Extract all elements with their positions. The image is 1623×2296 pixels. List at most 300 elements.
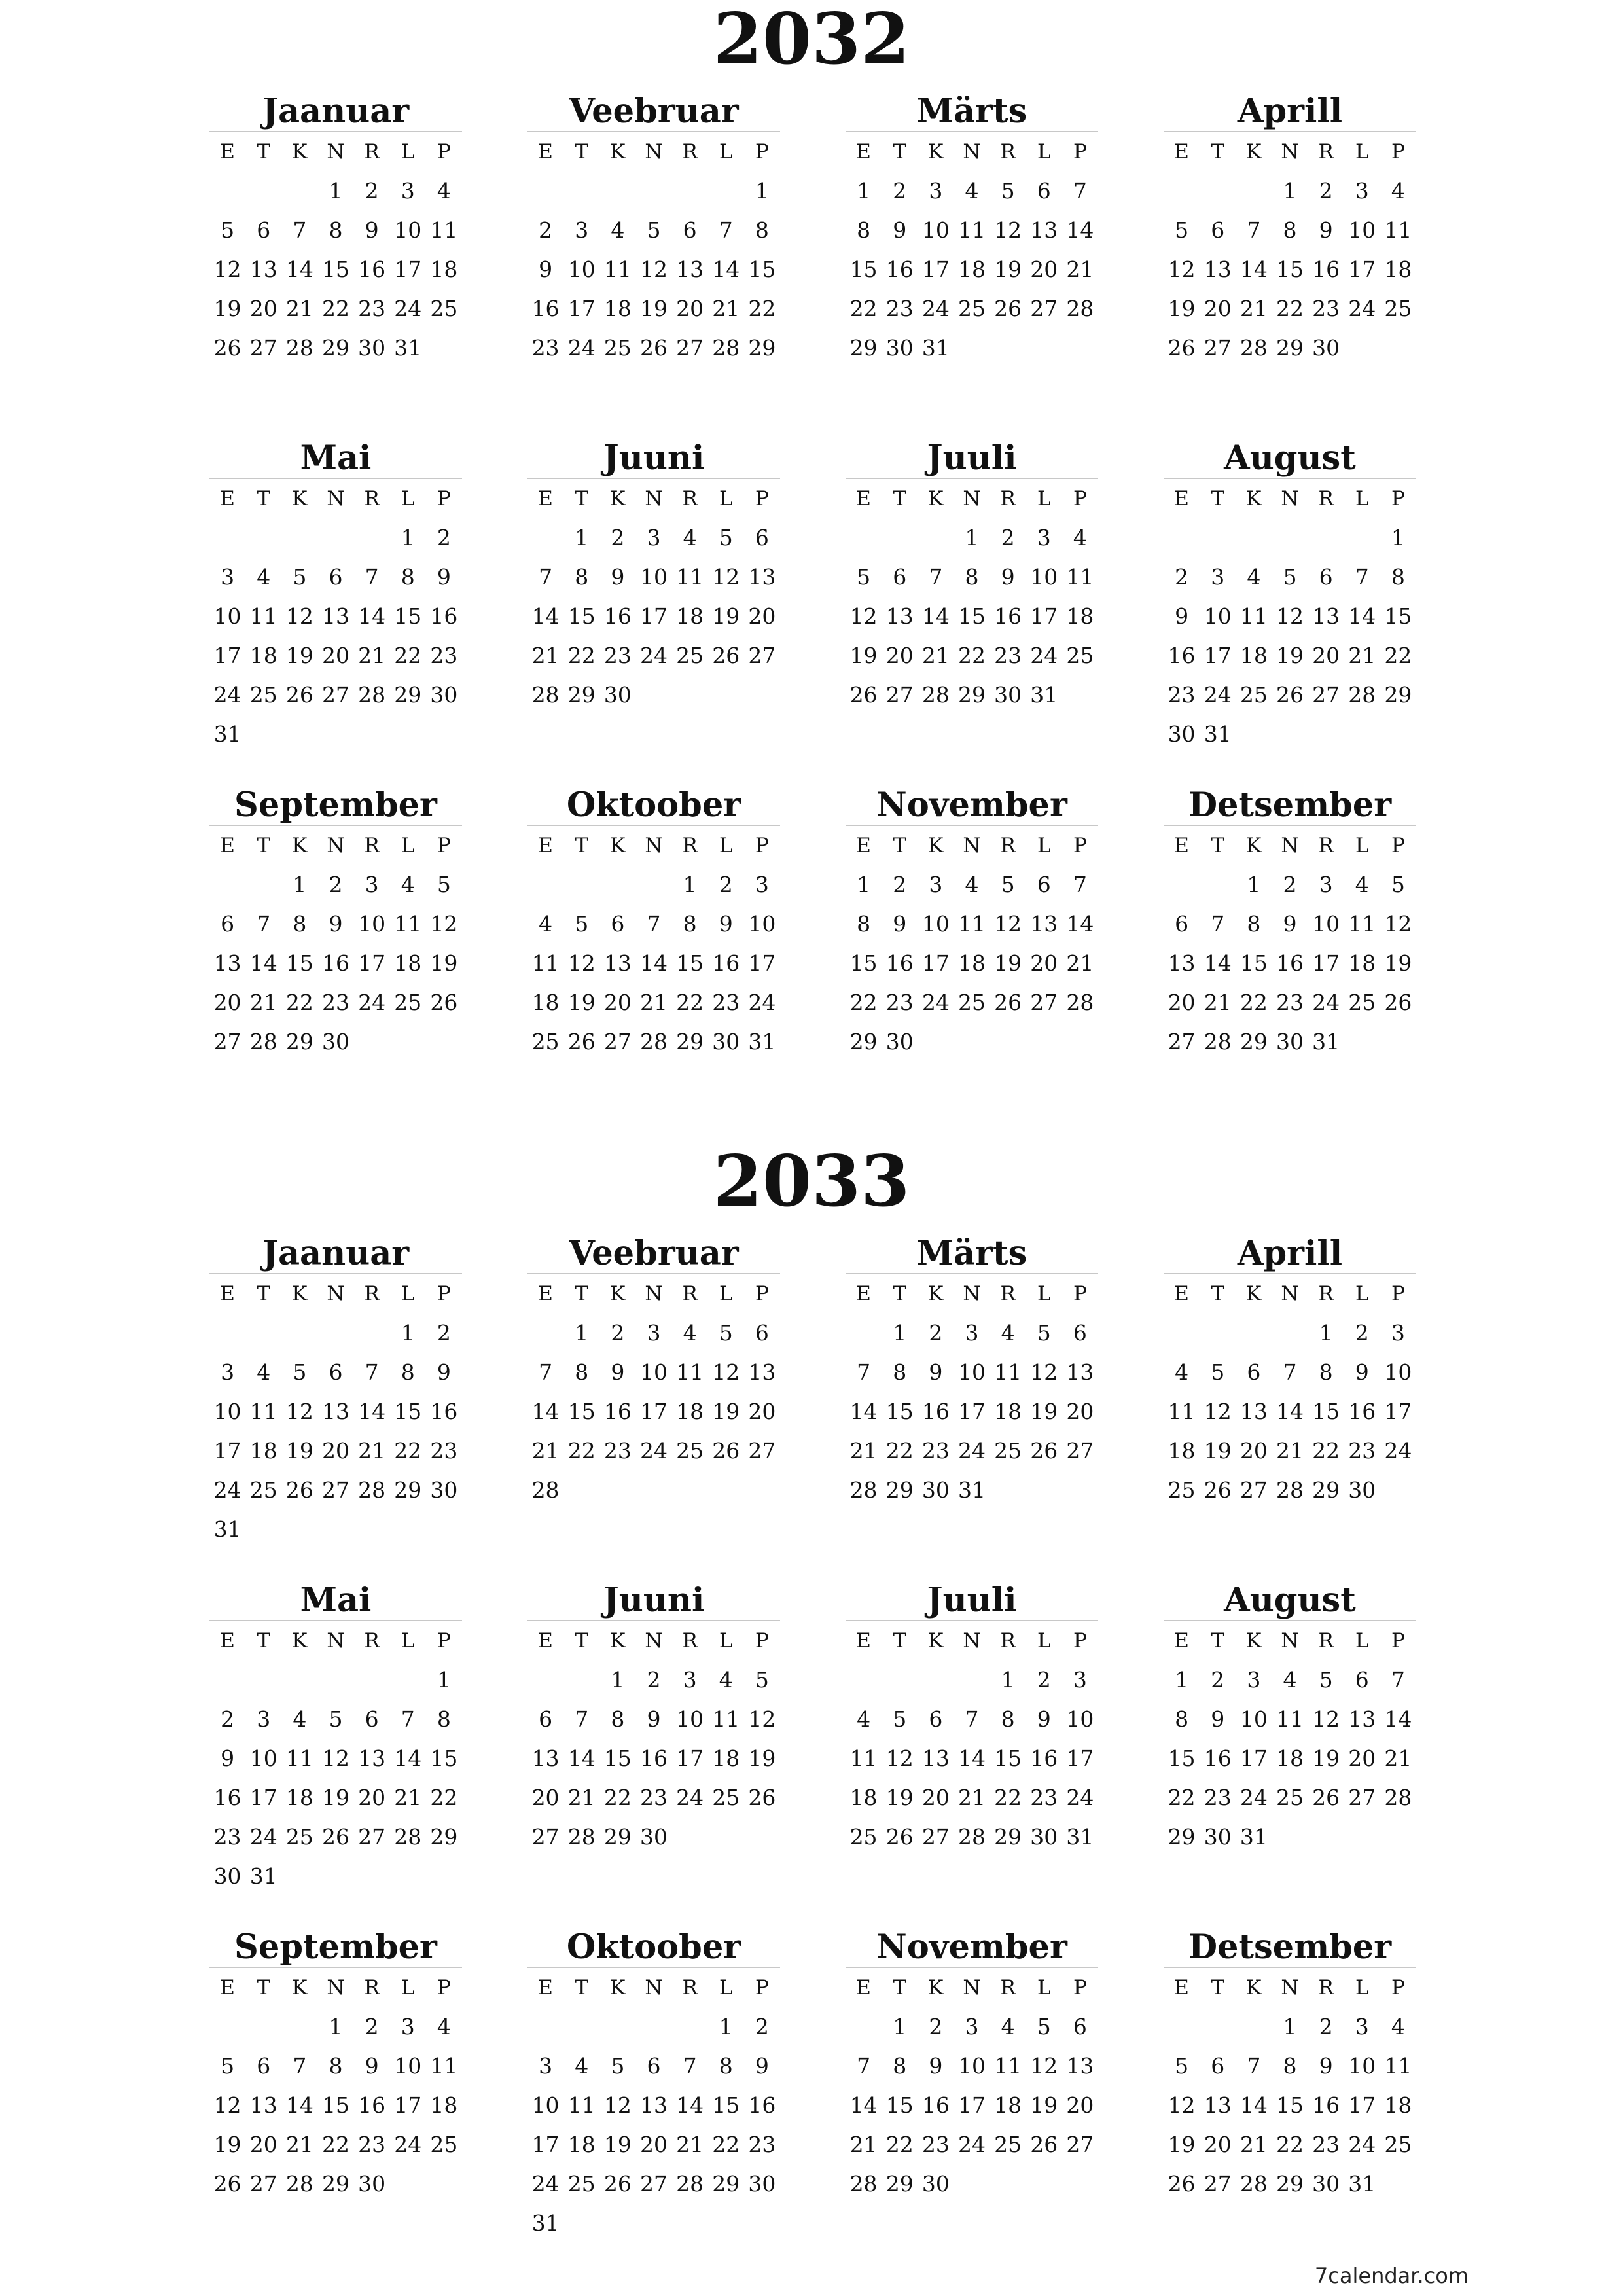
day-cell: 10 (1204, 603, 1232, 629)
day-cell: 29 (885, 2171, 914, 2197)
weekday-header: T (257, 487, 271, 511)
day-cell: 11 (531, 950, 560, 976)
day-cell: 13 (213, 950, 241, 976)
day-cell: 12 (1204, 1399, 1232, 1424)
day-cell: 28 (1066, 990, 1094, 1015)
day-cell: 22 (885, 1438, 914, 1463)
day-cell: 2 (1355, 1320, 1369, 1346)
day-cell: 17 (567, 296, 596, 321)
day-cell: 22 (885, 2132, 914, 2157)
day-cell: 15 (1240, 950, 1268, 976)
weekday-header: P (755, 487, 769, 511)
day-cell: 28 (1384, 1785, 1412, 1810)
weekday-header: E (220, 1976, 235, 2000)
day-cell: 8 (1175, 1706, 1189, 1732)
day-cell: 3 (401, 178, 415, 204)
weekday-header: L (1037, 1282, 1051, 1306)
weekday-header: R (364, 1282, 380, 1306)
month-calendar (846, 1234, 1098, 1510)
weekday-header: N (963, 834, 981, 857)
weekday-header: T (575, 834, 589, 857)
day-cell: 29 (712, 2171, 740, 2197)
day-cell: 24 (1384, 1438, 1412, 1463)
day-cell: 4 (719, 1667, 733, 1693)
day-grid (209, 826, 462, 1062)
day-cell: 20 (1066, 2092, 1094, 2118)
day-cell: 22 (321, 296, 349, 321)
day-cell: 17 (1240, 1746, 1268, 1771)
day-cell: 24 (639, 1438, 668, 1463)
day-cell: 1 (575, 1320, 589, 1346)
empty-cell (563, 171, 599, 211)
day-cell: 4 (437, 2014, 451, 2039)
day-cell: 30 (213, 1863, 241, 1889)
empty-cell (354, 1314, 390, 1353)
day-cell: 9 (755, 2053, 769, 2079)
day-cell: 15 (1275, 2092, 1304, 2118)
day-cell: 4 (1355, 872, 1369, 897)
weekday-header: N (327, 140, 345, 164)
weekday-header: R (1000, 1629, 1016, 1653)
day-cell: 18 (994, 2092, 1022, 2118)
weekday-header: N (1281, 1629, 1299, 1653)
day-cell: 29 (885, 1477, 914, 1503)
month-calendar (209, 1928, 462, 2204)
month-name: Märts (846, 1234, 1098, 1274)
day-cell: 21 (1384, 1746, 1412, 1771)
weekday-header: R (682, 1976, 698, 2000)
day-cell: 28 (1066, 296, 1094, 321)
day-cell: 22 (712, 2132, 740, 2157)
day-cell: 6 (365, 1706, 379, 1732)
weekday-header: K (610, 140, 626, 164)
weekday-header: N (645, 1282, 663, 1306)
month-calendar (209, 439, 462, 754)
day-cell: 14 (957, 1746, 986, 1771)
day-cell: 1 (329, 2014, 343, 2039)
day-cell: 29 (394, 1477, 422, 1503)
day-cell: 26 (603, 2171, 632, 2197)
day-cell: 19 (639, 296, 668, 321)
empty-cell (1164, 171, 1200, 211)
day-cell: 15 (1168, 1746, 1196, 1771)
weekday-header: N (327, 1629, 345, 1653)
day-cell: 4 (857, 1706, 871, 1732)
empty-cell (1236, 1314, 1272, 1353)
day-cell: 18 (1384, 2092, 1412, 2118)
day-cell: 12 (213, 2092, 241, 2118)
day-cell: 11 (1348, 911, 1376, 937)
day-cell: 17 (1030, 603, 1058, 629)
day-cell: 14 (358, 603, 386, 629)
month-name: Mai (209, 1581, 462, 1621)
day-grid (846, 1274, 1098, 1510)
weekday-header: L (401, 1976, 415, 2000)
day-cell: 5 (1283, 564, 1297, 590)
day-cell: 23 (712, 990, 740, 1015)
weekday-header: P (755, 1976, 769, 2000)
day-cell: 5 (857, 564, 871, 590)
day-cell: 20 (321, 643, 349, 668)
day-cell: 14 (394, 1746, 422, 1771)
day-cell: 24 (1030, 643, 1058, 668)
day-cell: 5 (719, 525, 733, 550)
day-cell: 22 (1168, 1785, 1196, 1810)
day-cell: 19 (1204, 1438, 1232, 1463)
day-cell: 29 (394, 682, 422, 708)
day-cell: 27 (249, 2171, 277, 2197)
day-cell: 5 (1037, 1320, 1051, 1346)
day-cell: 27 (1204, 2171, 1232, 2197)
day-cell: 9 (1211, 1706, 1225, 1732)
empty-cell (281, 2007, 317, 2047)
day-grid (846, 1968, 1098, 2204)
day-cell: 17 (531, 2132, 560, 2157)
day-cell: 3 (965, 2014, 979, 2039)
day-cell: 6 (755, 1320, 769, 1346)
day-cell: 28 (358, 682, 386, 708)
day-cell: 23 (430, 643, 458, 668)
weekday-header: P (437, 1282, 451, 1306)
day-cell: 18 (249, 643, 277, 668)
day-cell: 12 (285, 603, 313, 629)
month-calendar (1164, 1234, 1416, 1510)
day-cell: 10 (639, 564, 668, 590)
empty-cell (317, 518, 353, 558)
day-cell: 13 (921, 1746, 950, 1771)
day-cell: 25 (712, 1785, 740, 1810)
day-cell: 29 (1384, 682, 1412, 708)
day-cell: 22 (748, 296, 776, 321)
month-name: November (846, 1928, 1098, 1968)
day-cell: 31 (213, 1516, 241, 1542)
weekday-header: N (963, 487, 981, 511)
day-cell: 3 (221, 1359, 235, 1385)
day-cell: 22 (321, 2132, 349, 2157)
day-cell: 16 (1204, 1746, 1232, 1771)
day-cell: 22 (1275, 296, 1304, 321)
month-calendar (846, 785, 1098, 1062)
weekday-header: N (1281, 140, 1299, 164)
weekday-header: P (1073, 834, 1087, 857)
day-cell: 26 (213, 2171, 241, 2197)
weekday-header: N (1281, 487, 1299, 511)
weekday-header: P (1073, 1282, 1087, 1306)
day-cell: 15 (1312, 1399, 1340, 1424)
day-cell: 21 (1066, 950, 1094, 976)
day-cell: 13 (1348, 1706, 1376, 1732)
day-cell: 23 (531, 335, 560, 361)
weekday-header: R (682, 1629, 698, 1653)
day-cell: 14 (1275, 1399, 1304, 1424)
day-cell: 13 (639, 2092, 668, 2118)
day-cell: 18 (676, 603, 704, 629)
day-cell: 21 (358, 1438, 386, 1463)
day-cell: 13 (748, 564, 776, 590)
day-cell: 11 (957, 217, 986, 243)
day-cell: 30 (1030, 1824, 1058, 1850)
weekday-header: P (1391, 834, 1405, 857)
day-cell: 2 (1175, 564, 1189, 590)
month-name: September (209, 1928, 462, 1968)
day-cell: 7 (857, 1359, 871, 1385)
weekday-header: P (1391, 1976, 1405, 2000)
weekday-header: L (719, 1282, 733, 1306)
day-cell: 9 (719, 911, 733, 937)
day-cell: 9 (1319, 217, 1333, 243)
day-cell: 9 (437, 564, 451, 590)
day-cell: 2 (611, 525, 625, 550)
day-cell: 3 (221, 564, 235, 590)
day-cell: 3 (1319, 872, 1333, 897)
weekday-header: K (928, 1282, 944, 1306)
day-cell: 9 (1001, 564, 1015, 590)
day-cell: 27 (1240, 1477, 1268, 1503)
day-cell: 29 (567, 682, 596, 708)
day-cell: 3 (1355, 2014, 1369, 2039)
empty-cell (281, 1314, 317, 1353)
day-cell: 29 (430, 1824, 458, 1850)
day-cell: 7 (1355, 564, 1369, 590)
day-cell: 19 (430, 950, 458, 976)
day-cell: 24 (213, 682, 241, 708)
empty-cell (708, 171, 744, 211)
empty-cell (563, 1660, 599, 1700)
day-cell: 31 (1312, 1029, 1340, 1054)
weekday-header: R (682, 140, 698, 164)
day-cell: 14 (358, 1399, 386, 1424)
day-cell: 13 (1066, 2053, 1094, 2079)
day-cell: 29 (1275, 335, 1304, 361)
day-cell: 27 (676, 335, 704, 361)
day-cell: 27 (1312, 682, 1340, 708)
day-cell: 28 (285, 2171, 313, 2197)
day-cell: 12 (1030, 2053, 1058, 2079)
day-cell: 18 (849, 1785, 878, 1810)
day-cell: 13 (1168, 950, 1196, 976)
day-cell: 8 (329, 2053, 343, 2079)
month-calendar (209, 1234, 462, 1549)
day-cell: 10 (676, 1706, 704, 1732)
weekday-header: E (1174, 1629, 1189, 1653)
day-cell: 7 (929, 564, 943, 590)
month-calendar (1164, 1928, 1416, 2204)
day-cell: 2 (1037, 1667, 1051, 1693)
day-cell: 12 (712, 1359, 740, 1385)
weekday-header: R (1318, 140, 1334, 164)
weekday-header: L (1355, 834, 1369, 857)
day-cell: 8 (611, 1706, 625, 1732)
day-cell: 10 (394, 217, 422, 243)
day-cell: 9 (893, 911, 907, 937)
weekday-header: L (401, 1282, 415, 1306)
day-cell: 25 (1275, 1785, 1304, 1810)
month-calendar (527, 92, 780, 368)
day-cell: 14 (1240, 2092, 1268, 2118)
month-calendar (527, 439, 780, 715)
day-cell: 21 (531, 1438, 560, 1463)
weekday-header: E (220, 140, 235, 164)
day-cell: 23 (1204, 1785, 1232, 1810)
weekday-header: N (963, 1282, 981, 1306)
day-cell: 7 (1283, 1359, 1297, 1385)
day-cell: 11 (1384, 2053, 1412, 2079)
weekday-header: N (1281, 1282, 1299, 1306)
empty-cell (846, 2007, 882, 2047)
empty-cell (954, 1660, 990, 1700)
weekday-header: R (1318, 1976, 1334, 2000)
day-cell: 6 (1037, 178, 1051, 204)
day-cell: 24 (921, 990, 950, 1015)
day-cell: 31 (213, 721, 241, 747)
day-cell: 23 (1168, 682, 1196, 708)
day-cell: 12 (321, 1746, 349, 1771)
empty-cell (209, 171, 245, 211)
day-cell: 16 (603, 603, 632, 629)
month-name: Jaanuar (209, 92, 462, 132)
day-cell: 20 (748, 603, 776, 629)
day-cell: 11 (712, 1706, 740, 1732)
day-cell: 21 (249, 990, 277, 1015)
day-cell: 1 (437, 1667, 451, 1693)
day-cell: 16 (921, 1399, 950, 1424)
day-cell: 29 (321, 335, 349, 361)
day-cell: 15 (430, 1746, 458, 1771)
empty-cell (527, 518, 563, 558)
day-cell: 4 (401, 872, 415, 897)
day-cell: 26 (285, 1477, 313, 1503)
weekday-header: T (575, 487, 589, 511)
day-cell: 9 (1175, 603, 1189, 629)
day-grid (1164, 826, 1416, 1062)
day-cell: 30 (921, 2171, 950, 2197)
month-name: August (1164, 1581, 1416, 1621)
empty-cell (599, 865, 635, 905)
day-cell: 6 (1073, 1320, 1087, 1346)
weekday-header: K (928, 1976, 944, 2000)
day-cell: 8 (437, 1706, 451, 1732)
day-cell: 26 (849, 682, 878, 708)
day-cell: 1 (401, 525, 415, 550)
day-cell: 18 (957, 257, 986, 282)
day-cell: 4 (683, 525, 697, 550)
day-cell: 15 (603, 1746, 632, 1771)
day-cell: 26 (285, 682, 313, 708)
day-cell: 19 (285, 1438, 313, 1463)
day-cell: 6 (1175, 911, 1189, 937)
weekday-header: L (401, 140, 415, 164)
month-name: Jaanuar (209, 1234, 462, 1274)
day-cell: 25 (849, 1824, 878, 1850)
day-cell: 12 (885, 1746, 914, 1771)
day-cell: 23 (1348, 1438, 1376, 1463)
day-cell: 29 (285, 1029, 313, 1054)
day-cell: 3 (1391, 1320, 1405, 1346)
weekday-header: R (1000, 1976, 1016, 2000)
day-cell: 22 (1384, 643, 1412, 668)
month-calendar (209, 785, 462, 1062)
day-cell: 19 (603, 2132, 632, 2157)
day-cell: 25 (394, 990, 422, 1015)
day-cell: 29 (1275, 2171, 1304, 2197)
weekday-header: K (610, 1629, 626, 1653)
day-cell: 27 (603, 1029, 632, 1054)
day-cell: 16 (712, 950, 740, 976)
day-cell: 29 (603, 1824, 632, 1850)
month-calendar (209, 92, 462, 368)
day-cell: 13 (249, 2092, 277, 2118)
day-cell: 2 (893, 872, 907, 897)
day-cell: 20 (1030, 950, 1058, 976)
day-cell: 9 (929, 2053, 943, 2079)
weekday-header: N (645, 834, 663, 857)
day-cell: 13 (603, 950, 632, 976)
day-cell: 16 (430, 1399, 458, 1424)
day-cell: 7 (647, 911, 661, 937)
day-cell: 31 (748, 1029, 776, 1054)
weekday-header: E (538, 487, 553, 511)
day-cell: 2 (1283, 872, 1297, 897)
day-cell: 21 (639, 990, 668, 1015)
day-cell: 20 (1312, 643, 1340, 668)
empty-cell (1236, 171, 1272, 211)
day-cell: 13 (1066, 1359, 1094, 1385)
day-grid (1164, 1621, 1416, 1857)
day-cell: 16 (531, 296, 560, 321)
month-name: Veebruar (527, 1234, 780, 1274)
day-cell: 17 (358, 950, 386, 976)
day-cell: 2 (539, 217, 553, 243)
month-name: November (846, 785, 1098, 826)
day-cell: 2 (1001, 525, 1015, 550)
day-cell: 7 (965, 1706, 979, 1732)
empty-cell (672, 2007, 708, 2047)
day-cell: 28 (639, 1029, 668, 1054)
empty-cell (846, 518, 882, 558)
weekday-header: K (1246, 1282, 1262, 1306)
weekday-header: T (575, 1629, 589, 1653)
day-cell: 5 (1175, 2053, 1189, 2079)
empty-cell (918, 518, 954, 558)
day-cell: 15 (321, 2092, 349, 2118)
day-cell: 25 (994, 2132, 1022, 2157)
weekday-header: P (1073, 1629, 1087, 1653)
day-cell: 6 (1073, 2014, 1087, 2039)
empty-cell (354, 1660, 390, 1700)
day-cell: 11 (285, 1746, 313, 1771)
day-grid (1164, 132, 1416, 368)
day-cell: 9 (611, 1359, 625, 1385)
day-cell: 25 (430, 296, 458, 321)
day-cell: 31 (1240, 1824, 1268, 1850)
day-grid (846, 479, 1098, 715)
day-cell: 25 (249, 682, 277, 708)
day-cell: 2 (365, 2014, 379, 2039)
day-cell: 24 (394, 296, 422, 321)
day-cell: 22 (394, 1438, 422, 1463)
day-cell: 10 (567, 257, 596, 282)
site-credit[interactable]: 7calendar.com (1314, 2263, 1469, 2288)
weekday-header: N (327, 1976, 345, 2000)
weekday-header: E (1174, 1976, 1189, 2000)
day-cell: 4 (611, 217, 625, 243)
day-cell: 13 (1030, 911, 1058, 937)
weekday-header: L (719, 487, 733, 511)
day-cell: 27 (321, 1477, 349, 1503)
day-cell: 1 (611, 1667, 625, 1693)
day-cell: 20 (531, 1785, 560, 1810)
day-cell: 8 (1001, 1706, 1015, 1732)
